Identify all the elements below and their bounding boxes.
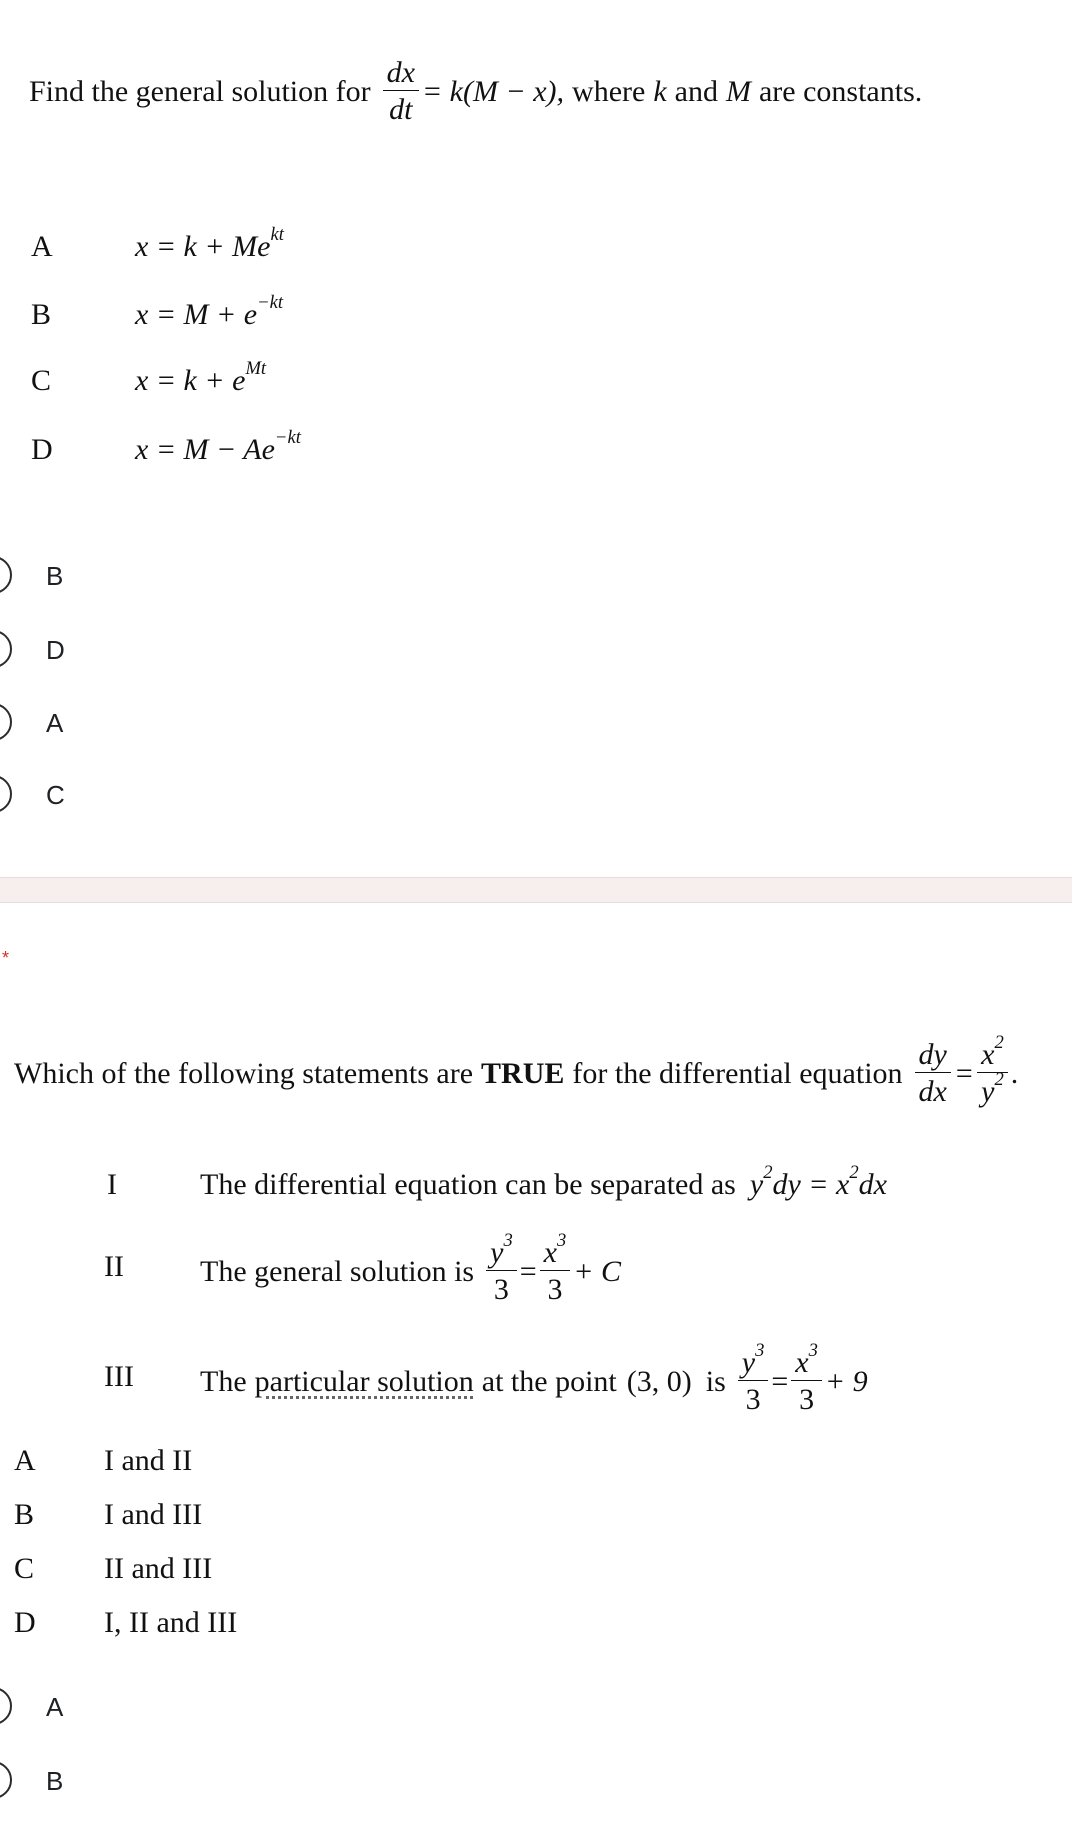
radio-circle-icon[interactable]: [0, 775, 12, 813]
radio-circle-icon[interactable]: [0, 703, 12, 741]
q1-option-a: A $x = k + Me^{kt}$: [31, 224, 284, 263]
q1-option-c: C $x = k + e^{Mt}$: [31, 358, 267, 397]
statement-2: II The general solution is $\frac{y^3}{3}$ = $\frac{x^3}{3}$ + C: [104, 1230, 622, 1306]
radio-circle-icon[interactable]: [0, 1761, 12, 1799]
question-1-prefix: Find the general solution for: [29, 74, 371, 108]
radio-circle-icon[interactable]: [0, 630, 12, 668]
q2-derivative: $\frac{dy}{dx}$: [915, 1040, 951, 1107]
q1-derivative: $\frac{dx}{dt}$: [383, 58, 419, 125]
q2-option-d: D I, II and III: [14, 1606, 238, 1639]
required-asterisk: *: [2, 948, 10, 968]
radio-circle-icon[interactable]: [0, 556, 12, 594]
question-1-text: Find the general solution for $\frac{dx}{dt}$ = k(M − x), where k and M are constants.: [29, 56, 923, 126]
q1-option-b: B $x = M + e^{-kt}$: [31, 292, 284, 331]
section-divider: [0, 877, 1072, 903]
statement-1: I The differential equation can be separated as $y^2dy = x^2dx$: [107, 1162, 887, 1201]
question-2-text: Which of the following statements are TRUE for the differential equation $\frac{dy}{dx}$ = $\frac{x^2}{y^2}$ .: [14, 1032, 1019, 1108]
q1-rhs: = k(M − x),: [421, 74, 565, 108]
statement-3: III The particular solution at the point (3, 0) is $\frac{y^3}{3}$ = $\frac{x^3}{3}$ + 9: [104, 1340, 868, 1416]
particular-solution-link[interactable]: particular solution: [254, 1364, 474, 1398]
q2-option-b: B I and III: [14, 1498, 203, 1531]
radio-circle-icon[interactable]: [0, 1687, 12, 1725]
q2-option-c: C II and III: [14, 1552, 213, 1585]
q2-option-a: A I and II: [14, 1444, 193, 1477]
q1-option-d: D $x = M - Ae^{-kt}$: [31, 427, 301, 466]
q2-rhs-fraction: $\frac{x^2}{y^2}$: [977, 1040, 1008, 1107]
